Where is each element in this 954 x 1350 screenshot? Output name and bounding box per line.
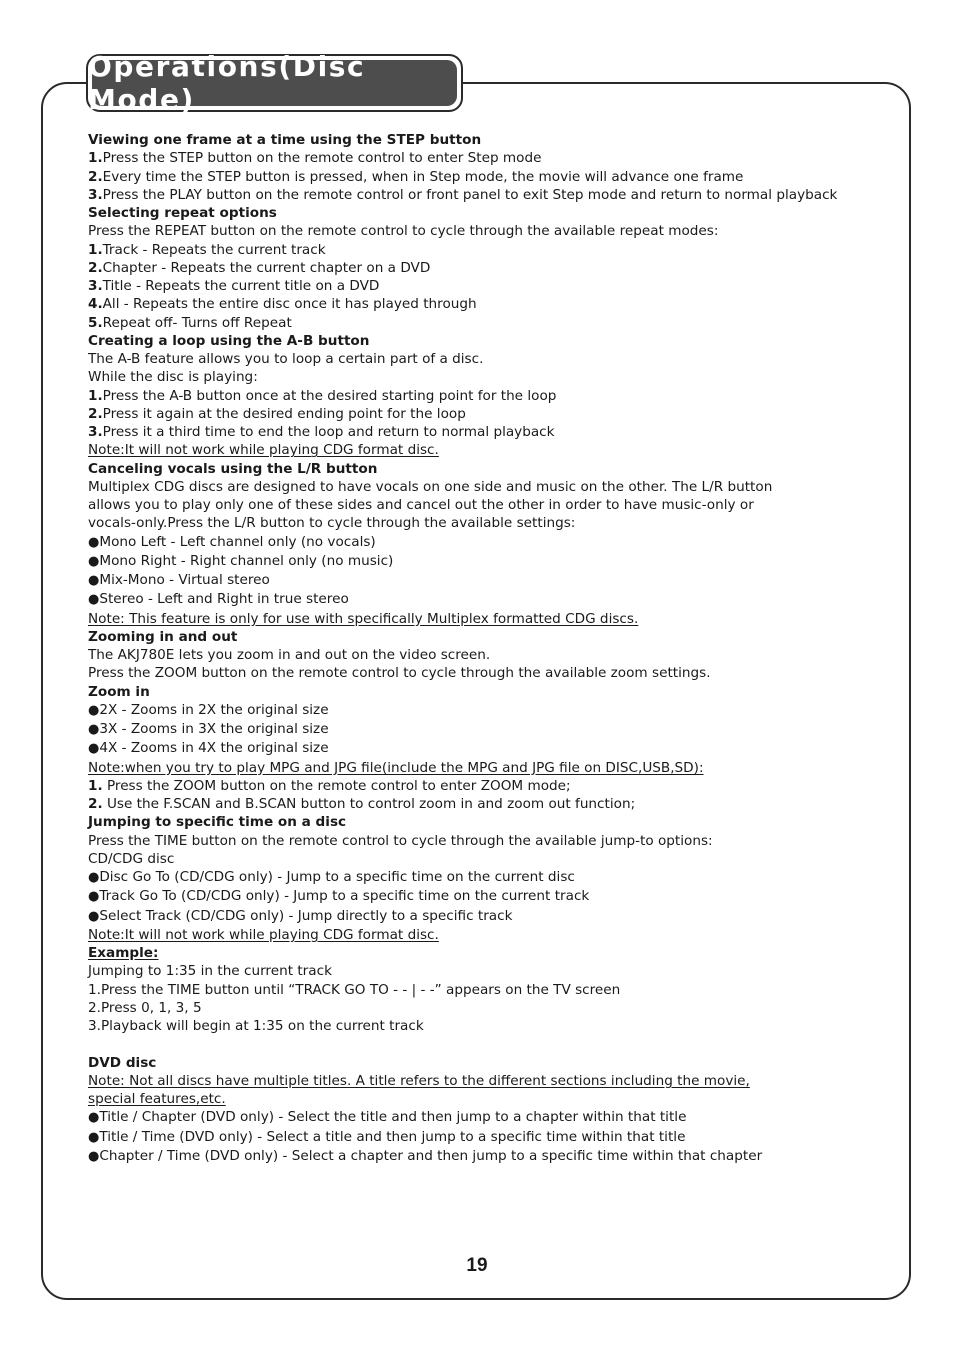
bullet-icon: ● bbox=[88, 1129, 100, 1145]
paragraph: Jumping to 1:35 in the current track bbox=[88, 963, 332, 980]
section-heading-step: Viewing one frame at a time using the STEP button bbox=[88, 132, 482, 148]
bullet-item: ●Title / Chapter (DVD only) - Select the title and then jump to a chapter within that title bbox=[88, 1109, 687, 1126]
bullet-item: ●2X - Zooms in 2X the original size bbox=[88, 701, 329, 718]
note: Note:It will not work while playing CDG format disc. bbox=[88, 442, 439, 459]
bullet-item: ●Mono Right - Right channel only (no music) bbox=[88, 552, 394, 569]
bullet-item: ●4X - Zooms in 4X the original size bbox=[88, 740, 329, 757]
bullet-icon: ● bbox=[88, 553, 100, 569]
bullet-icon: ● bbox=[88, 592, 100, 608]
section-heading-vocals: Canceling vocals using the L/R button bbox=[88, 460, 378, 477]
paragraph: Multiplex CDG discs are designed to have vocals on one side and music on the other. The L/R button bbox=[88, 478, 773, 495]
bullet-item: ●3X - Zooms in 3X the original size bbox=[88, 721, 329, 737]
bullet-icon: ● bbox=[88, 1110, 100, 1126]
list-item: 1.Press the A-B button once at the desired starting point for the loop bbox=[88, 387, 557, 404]
bullet-item: ●Disc Go To (CD/CDG only) - Jump to a specific time on the current disc bbox=[88, 869, 575, 885]
paragraph: 2.Press 0, 1, 3, 5 bbox=[88, 999, 202, 1016]
list-item: 1.Track - Repeats the current track bbox=[88, 241, 326, 258]
section-heading-jump: Jumping to specific time on a disc bbox=[88, 814, 347, 831]
list-item: 3.Press the PLAY button on the remote control or front panel to exit Step mode and return to normal playback bbox=[88, 186, 838, 203]
bullet-icon: ● bbox=[88, 870, 100, 885]
paragraph: 3.Playback will begin at 1:35 on the current track bbox=[88, 1018, 424, 1034]
manual-content bbox=[88, 131, 898, 1166]
list-item: 3.Title - Repeats the current title on a DVD bbox=[88, 278, 380, 294]
note: Note:It will not work while playing CDG format disc. bbox=[88, 926, 439, 943]
subheading-zoom-in: Zoom in bbox=[88, 683, 150, 700]
note: Note:when you try to play MPG and JPG file(include the MPG and JPG file on DISC,USB,SD): bbox=[88, 759, 704, 776]
bullet-icon: ● bbox=[88, 702, 100, 718]
bullet-icon: ● bbox=[88, 889, 100, 905]
note: special features,etc. bbox=[88, 1091, 226, 1107]
paragraph: The AKJ780E lets you zoom in and out on the video screen. bbox=[88, 647, 491, 663]
example-heading: Example: bbox=[88, 945, 159, 961]
page-number: 19 bbox=[466, 1255, 488, 1276]
paragraph: While the disc is playing: bbox=[88, 369, 258, 386]
list-item: 2.Chapter - Repeats the current chapter on a DVD bbox=[88, 259, 431, 276]
bullet-icon: ● bbox=[88, 741, 100, 757]
bullet-item: ●Stereo - Left and Right in true stereo bbox=[88, 591, 349, 608]
paragraph: Press the REPEAT button on the remote control to cycle through the available repeat modes: bbox=[88, 223, 719, 240]
section-heading-repeat: Selecting repeat options bbox=[88, 205, 277, 221]
list-item: 3.Press it a third time to end the loop and return to normal playback bbox=[88, 424, 555, 440]
spacer bbox=[88, 1035, 898, 1053]
section-heading-ab-loop: Creating a loop using the A-B button bbox=[88, 332, 370, 349]
list-item: 1. Press the ZOOM button on the remote control to enter ZOOM mode; bbox=[88, 777, 571, 794]
list-item: 5.Repeat off- Turns off Repeat bbox=[88, 314, 292, 331]
bullet-item: ●Chapter / Time (DVD only) - Select a chapter and then jump to a specific time within that chapter bbox=[88, 1147, 763, 1164]
bullet-icon: ● bbox=[88, 908, 100, 924]
list-item: 1.Press the STEP button on the remote control to enter Step mode bbox=[88, 150, 542, 167]
bullet-icon: ● bbox=[88, 573, 100, 588]
bullet-icon: ● bbox=[88, 1148, 100, 1164]
list-item: 4.All - Repeats the entire disc once it has played through bbox=[88, 296, 477, 313]
bullet-item: ●Title / Time (DVD only) - Select a title and then jump to a specific time within that title bbox=[88, 1128, 686, 1145]
note: Note: Not all discs have multiple titles. A title refers to the different sections including the movie, bbox=[88, 1072, 750, 1089]
bullet-item: ●Mix-Mono - Virtual stereo bbox=[88, 572, 270, 588]
bullet-icon: ● bbox=[88, 722, 100, 737]
paragraph: Press the ZOOM button on the remote control to cycle through the available zoom settings. bbox=[88, 665, 711, 682]
bullet-item: ●Mono Left - Left channel only (no vocals) bbox=[88, 533, 376, 550]
title-tab bbox=[86, 50, 463, 116]
page-title: Operations(Disc Mode) bbox=[88, 50, 366, 116]
bullet-icon: ● bbox=[88, 534, 100, 550]
list-item: 2.Press it again at the desired ending point for the loop bbox=[88, 405, 466, 422]
paragraph: 1.Press the TIME button until “TRACK GO TO - - | - -” appears on the TV screen bbox=[88, 981, 621, 998]
paragraph: vocals-only.Press the L/R button to cycle through the available settings: bbox=[88, 515, 576, 532]
paragraph: CD/CDG disc bbox=[88, 850, 175, 867]
paragraph: allows you to play only one of these sides and cancel out the other in order to have music-only or bbox=[88, 497, 754, 513]
paragraph: Press the TIME button on the remote control to cycle through the available jump-to options: bbox=[88, 832, 713, 849]
note: Note: This feature is only for use with specifically Multiplex formatted CDG discs. bbox=[88, 610, 639, 627]
bullet-item: ●Track Go To (CD/CDG only) - Jump to a specific time on the current track bbox=[88, 888, 590, 905]
paragraph: The A-B feature allows you to loop a certain part of a disc. bbox=[88, 351, 484, 367]
section-heading-zoom: Zooming in and out bbox=[88, 628, 238, 645]
list-item: 2.Every time the STEP button is pressed, when in Step mode, the movie will advance one frame bbox=[88, 168, 744, 185]
section-heading-dvd: DVD disc bbox=[88, 1054, 157, 1071]
bullet-item: ●Select Track (CD/CDG only) - Jump directly to a specific track bbox=[88, 907, 513, 924]
list-item: 2. Use the F.SCAN and B.SCAN button to control zoom in and zoom out function; bbox=[88, 796, 636, 812]
